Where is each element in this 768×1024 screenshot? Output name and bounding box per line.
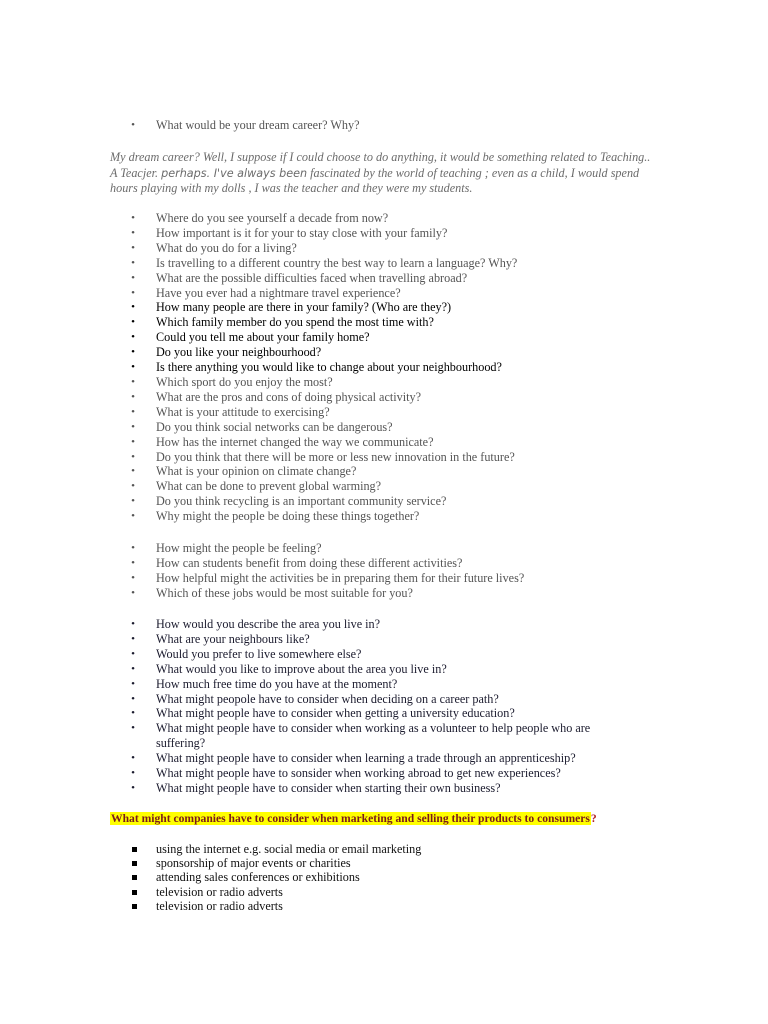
list-item bbox=[110, 586, 656, 601]
list-item bbox=[110, 751, 596, 766]
list-item-text: Do you think social networks can be dangerous? bbox=[156, 419, 393, 434]
list-item bbox=[110, 647, 596, 662]
top-question-list bbox=[110, 118, 359, 133]
list-item bbox=[110, 241, 656, 256]
list-item bbox=[110, 330, 656, 345]
bullet-icon: • bbox=[131, 495, 135, 508]
list-item bbox=[110, 271, 656, 286]
list-item bbox=[110, 345, 656, 360]
answer-part3: fascinated by the world of teaching ; even as a child, I would spend hours playing with my dolls , I was the teacher and they were my students. bbox=[110, 165, 640, 195]
bullet-icon: • bbox=[131, 450, 135, 463]
bullet-icon: • bbox=[131, 226, 135, 239]
list-item bbox=[110, 842, 421, 856]
bullet-icon: • bbox=[131, 571, 135, 584]
list-item-text: attending sales conferences or exhibitions bbox=[156, 870, 360, 885]
list-item bbox=[110, 405, 656, 420]
bullet-icon: • bbox=[131, 781, 135, 794]
list-item bbox=[110, 420, 656, 435]
square-bullet-icon bbox=[132, 904, 137, 909]
list-item-text: How much free time do you have at the moment? bbox=[156, 676, 398, 691]
question-list-b bbox=[110, 541, 656, 601]
square-bullet-icon bbox=[132, 875, 137, 880]
list-item-text: using the internet e.g. social media or email marketing bbox=[156, 842, 422, 856]
bullet-icon: • bbox=[131, 241, 135, 254]
list-item bbox=[110, 856, 421, 870]
list-item-text: How important is it for your to stay close with your family? bbox=[156, 225, 448, 240]
bullet-icon: • bbox=[131, 316, 135, 329]
list-item-text: Is travelling to a different country the best way to learn a language? Why? bbox=[156, 255, 518, 270]
bullet-icon: • bbox=[131, 480, 135, 493]
list-item-text: What might people have to consider when working as a volunteer to help people who are suffering? bbox=[156, 721, 591, 751]
list-item bbox=[110, 541, 656, 556]
list-item-text: Could you tell me about your family home? bbox=[156, 330, 370, 345]
list-item bbox=[110, 509, 656, 524]
list-item bbox=[110, 692, 596, 707]
list-item bbox=[110, 464, 656, 479]
list-item-text: Which family member do you spend the most time with? bbox=[156, 315, 434, 330]
bullet-icon: • bbox=[131, 542, 135, 554]
question-list-c bbox=[110, 617, 596, 796]
list-item-text: How would you describe the area you live in? bbox=[156, 617, 381, 631]
list-item-text: What might peopole have to consider when deciding on a career path? bbox=[156, 691, 499, 706]
bullet-icon: • bbox=[131, 435, 135, 448]
bullet-icon: • bbox=[131, 752, 135, 765]
list-item bbox=[110, 211, 656, 226]
list-item bbox=[110, 781, 596, 796]
bullet-icon: • bbox=[131, 647, 135, 660]
marketing-question-heading bbox=[110, 811, 597, 827]
bullet-icon: • bbox=[131, 119, 135, 131]
list-item bbox=[110, 721, 596, 751]
list-item-text: Where do you see yourself a decade from now? bbox=[156, 211, 389, 225]
list-item-text: What might people have to sonsider when working abroad to get new experiences? bbox=[156, 766, 561, 781]
bullet-icon: • bbox=[131, 586, 135, 599]
bullet-icon: • bbox=[131, 556, 135, 569]
bullet-icon: • bbox=[131, 707, 135, 720]
list-item bbox=[110, 315, 656, 330]
list-item bbox=[110, 375, 656, 390]
bullet-icon: • bbox=[131, 405, 135, 418]
bullet-icon: • bbox=[131, 692, 135, 705]
answer-part1: My dream career? Well, I suppose if I could choose to do anything, it would be something related to Teaching.. A Teacjer. bbox=[110, 150, 651, 180]
bullet-icon: • bbox=[131, 767, 135, 780]
top-question-text: What would be your dream career? Why? bbox=[156, 118, 360, 132]
bullet-icon: • bbox=[131, 722, 135, 735]
list-item-text: Why might the people be doing these things together? bbox=[156, 509, 420, 524]
bullet-icon: • bbox=[131, 465, 135, 478]
list-item-text: What are the possible difficulties faced when travelling abroad? bbox=[156, 270, 468, 285]
heading-question-mark: ? bbox=[590, 812, 597, 825]
list-item-text: Do you think that there will be more or less new innovation in the future? bbox=[156, 449, 515, 464]
list-item-text: What are your neighbours like? bbox=[156, 631, 310, 646]
list-item bbox=[110, 450, 656, 465]
bullet-icon: • bbox=[131, 256, 135, 269]
list-item-text: Have you ever had a nightmare travel experience? bbox=[156, 285, 401, 300]
bullet-icon: • bbox=[131, 677, 135, 690]
list-item bbox=[110, 766, 596, 781]
list-item bbox=[110, 300, 656, 315]
list-item-text: Do you think recycling is an important community service? bbox=[156, 494, 447, 509]
list-item-text: television or radio adverts bbox=[156, 898, 283, 913]
list-item bbox=[110, 677, 596, 692]
question-list-a bbox=[110, 211, 656, 524]
list-item bbox=[110, 118, 359, 133]
bullet-icon: • bbox=[131, 420, 135, 433]
list-item-text: What is your opinion on climate change? bbox=[156, 464, 357, 479]
bullet-icon: • bbox=[131, 390, 135, 403]
square-bullet-icon bbox=[132, 861, 137, 866]
answer-paragraph bbox=[110, 150, 655, 197]
bullet-icon: • bbox=[131, 618, 135, 630]
list-item-text: Which of these jobs would be most suitable for you? bbox=[156, 585, 413, 600]
list-item bbox=[110, 899, 421, 913]
list-item-text: What do you do for a living? bbox=[156, 240, 297, 255]
bullet-icon: • bbox=[131, 301, 135, 314]
list-item bbox=[110, 885, 421, 899]
bullet-icon: • bbox=[131, 510, 135, 523]
list-item-text: television or radio adverts bbox=[156, 884, 283, 899]
bullet-icon: • bbox=[131, 662, 135, 675]
square-bullet-icon bbox=[132, 847, 137, 852]
list-item-text: Which sport do you enjoy the most? bbox=[156, 374, 333, 389]
marketing-options-list bbox=[110, 842, 421, 913]
list-item-text: Would you prefer to live somewhere else? bbox=[156, 646, 362, 661]
list-item-text: What would you like to improve about the area you live in? bbox=[156, 661, 447, 676]
list-item bbox=[110, 494, 656, 509]
list-item-text: What are the pros and cons of doing physical activity? bbox=[156, 389, 421, 404]
list-item bbox=[110, 286, 656, 301]
list-item bbox=[110, 256, 656, 271]
list-item-text: What might people have to consider when getting a university education? bbox=[156, 706, 515, 721]
list-item-text: Do you like your neighbourhood? bbox=[156, 345, 322, 360]
highlighted-heading-text: What might companies have to consider when marketing and selling their products to consumers bbox=[111, 812, 590, 825]
list-item bbox=[110, 706, 596, 721]
list-item bbox=[110, 571, 656, 586]
list-item-text: sponsorship of major events or charities bbox=[156, 856, 351, 871]
list-item-text: What is your attitude to exercising? bbox=[156, 404, 330, 419]
bullet-icon: • bbox=[131, 375, 135, 388]
list-item bbox=[110, 556, 656, 571]
square-bullet-icon bbox=[132, 890, 137, 895]
bullet-icon: • bbox=[131, 271, 135, 284]
list-item-text: How can students benefit from doing these different activities? bbox=[156, 555, 463, 570]
list-item-text: What can be done to prevent global warming? bbox=[156, 479, 382, 494]
list-item bbox=[110, 390, 656, 405]
list-item-text: Is there anything you would like to change about your neighbourhood? bbox=[156, 360, 502, 375]
list-item-text: How helpful might the activities be in preparing them for their future lives? bbox=[156, 570, 525, 585]
bullet-icon: • bbox=[131, 632, 135, 645]
list-item-text: What might people have to consider when starting their own business? bbox=[156, 780, 501, 795]
list-item-text: What might people have to consider when learning a trade through an apprenticeship? bbox=[156, 751, 576, 766]
answer-part2: perhaps. I've always been bbox=[161, 166, 308, 180]
bullet-icon: • bbox=[131, 331, 135, 344]
list-item-text: How might the people be feeling? bbox=[156, 541, 322, 555]
list-item bbox=[110, 632, 596, 647]
list-item bbox=[110, 360, 656, 375]
bullet-icon: • bbox=[131, 286, 135, 299]
list-item-text: How has the internet changed the way we communicate? bbox=[156, 434, 434, 449]
list-item bbox=[110, 617, 596, 632]
bullet-icon: • bbox=[131, 212, 135, 224]
list-item-text: How many people are there in your family? (Who are they?) bbox=[156, 300, 452, 315]
list-item bbox=[110, 435, 656, 450]
list-item bbox=[110, 662, 596, 677]
bullet-icon: • bbox=[131, 346, 135, 359]
list-item bbox=[110, 226, 656, 241]
list-item bbox=[110, 479, 656, 494]
list-item bbox=[110, 870, 421, 884]
bullet-icon: • bbox=[131, 361, 135, 374]
